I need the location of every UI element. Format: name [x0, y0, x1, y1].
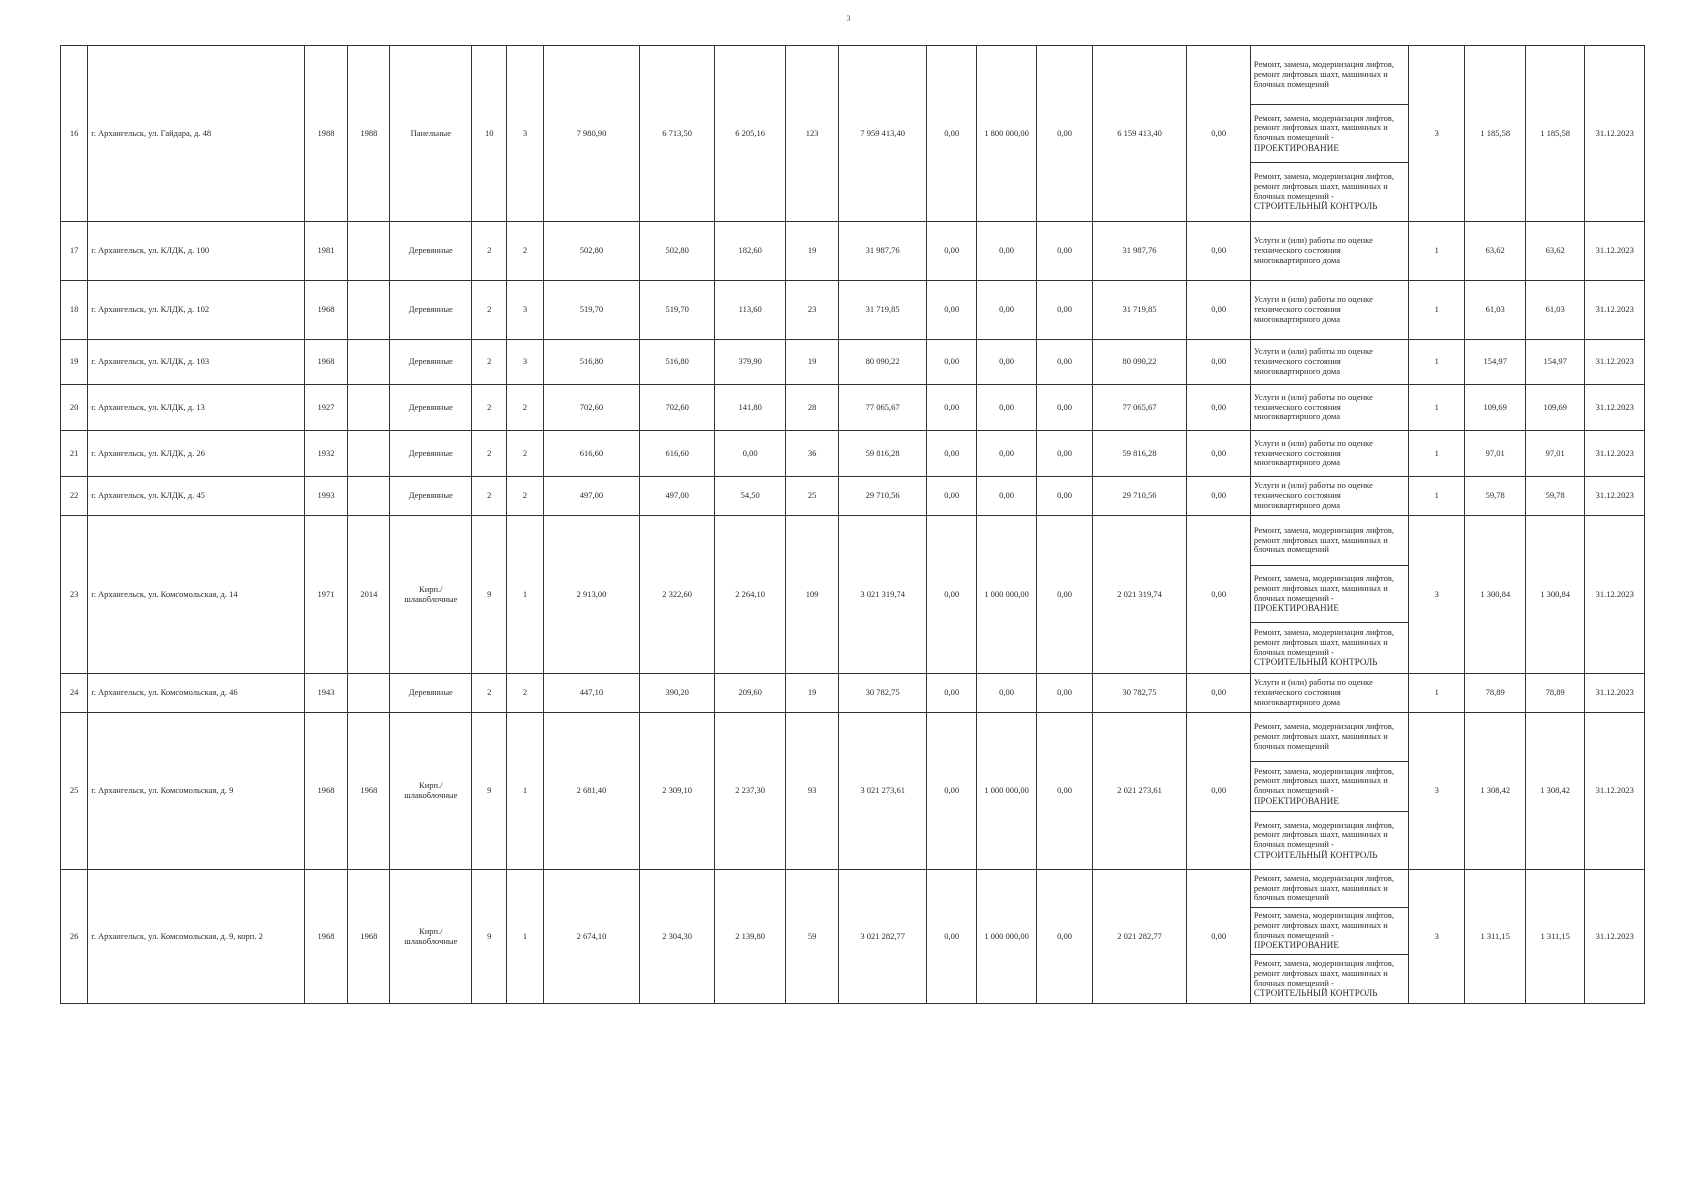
cell-fund-other: 0,00 — [1187, 870, 1250, 1004]
cell-year-repair — [348, 281, 390, 340]
cell-fund-owners: 31 719,85 — [1092, 281, 1187, 340]
cell-cost-total: 7 959 413,40 — [838, 46, 927, 222]
cell-cost-total: 3 021 282,77 — [838, 870, 927, 1004]
cell-max-cost: 1 311,15 — [1525, 870, 1584, 1004]
cell-fund-regional: 0,00 — [976, 477, 1036, 516]
cell-fund-federal: 0,00 — [927, 870, 976, 1004]
cell-area-private: 2 264,10 — [714, 516, 786, 674]
work-description: Ремонт, замена, модернизация лифтов, ремонт лифтовых шахт, машинных и блочных помещений - — [1253, 765, 1395, 796]
cell-fund-other: 0,00 — [1187, 713, 1250, 870]
cell-area-living: 2 309,10 — [640, 713, 715, 870]
cell-residents: 19 — [786, 674, 838, 713]
cell-area-living: 497,00 — [640, 477, 715, 516]
work-description: Ремонт, замена, модернизация лифтов, ремонт лифтовых шахт, машинных и блочных помещений — [1253, 59, 1395, 89]
cell-cost-total: 80 090,22 — [838, 340, 927, 385]
cell-unit: 1 — [1409, 385, 1465, 431]
cell-fund-federal: 0,00 — [927, 385, 976, 431]
cell-material: Деревянные — [390, 431, 472, 477]
cell-material: Деревянные — [390, 385, 472, 431]
cell-fund-other: 0,00 — [1187, 674, 1250, 713]
work-assessment: Услуги и (или) работы по оценке технического состояния многоквартирного дома — [1250, 281, 1408, 340]
cell-n: 18 — [61, 281, 88, 340]
cell-unit: 1 — [1409, 340, 1465, 385]
work-assessment: Услуги и (или) работы по оценке технического состояния многоквартирного дома — [1250, 385, 1408, 431]
cell-fund-owners: 2 021 273,61 — [1092, 713, 1187, 870]
cell-area-living: 390,20 — [640, 674, 715, 713]
cell-address: г. Архангельск, ул. Комсомольская, д. 46 — [88, 674, 305, 713]
cell-residents: 93 — [786, 713, 838, 870]
cell-entrances: 2 — [507, 222, 543, 281]
cell-fund-other: 0,00 — [1187, 385, 1250, 431]
cell-fund-local: 0,00 — [1037, 385, 1092, 431]
cell-material: Кирп./ шлакоблочные — [390, 870, 472, 1004]
cell-fund-other: 0,00 — [1187, 340, 1250, 385]
cell-cost-total: 3 021 319,74 — [838, 516, 927, 674]
cell-year-repair: 1968 — [348, 713, 390, 870]
cell-fund-federal: 0,00 — [927, 477, 976, 516]
cell-cost-total: 3 021 273,61 — [838, 713, 927, 870]
cell-area-total: 516,80 — [543, 340, 640, 385]
work-description: Ремонт, замена, модернизация лифтов, ремонт лифтовых шахт, машинных и блочных помещений - — [1253, 910, 1395, 940]
cell-area-total: 702,60 — [543, 385, 640, 431]
cell-area-total: 447,10 — [543, 674, 640, 713]
cell-floors: 9 — [472, 713, 507, 870]
cell-n: 25 — [61, 713, 88, 870]
cell-deadline: 31.12.2023 — [1585, 870, 1645, 1004]
cell-year-built: 1993 — [304, 477, 347, 516]
work-assessment: Услуги и (или) работы по оценке технического состояния многоквартирного дома — [1250, 674, 1408, 713]
cell-address: г. Архангельск, ул. КЛДК, д. 26 — [88, 431, 305, 477]
table-row — [61, 477, 1645, 516]
work-description: Ремонт, замена, модернизация лифтов, ремонт лифтовых шахт, машинных и блочных помещений - — [1253, 819, 1395, 850]
cell-floors: 2 — [472, 340, 507, 385]
work-stage: СТРОИТЕЛЬНЫЙ КОНТРОЛЬ — [1253, 988, 1378, 999]
table-row — [61, 431, 1645, 477]
cell-deadline: 31.12.2023 — [1585, 516, 1645, 674]
cell-deadline: 31.12.2023 — [1585, 385, 1645, 431]
cell-residents: 19 — [786, 340, 838, 385]
cell-fund-other: 0,00 — [1187, 516, 1250, 674]
cell-area-total: 497,00 — [543, 477, 640, 516]
cell-n: 23 — [61, 516, 88, 674]
work-assessment: Услуги и (или) работы по оценке технического состояния многоквартирного дома — [1250, 340, 1408, 385]
work-elevator-control — [1250, 623, 1408, 674]
cell-residents: 25 — [786, 477, 838, 516]
cell-area-private: 379,90 — [714, 340, 786, 385]
cell-fund-regional: 0,00 — [976, 340, 1036, 385]
cell-unit-cost: 1 185,58 — [1465, 46, 1525, 222]
cell-area-total: 502,80 — [543, 222, 640, 281]
work-description: Ремонт, замена, модернизация лифтов, ремонт лифтовых шахт, машинных и блочных помещений — [1253, 524, 1395, 555]
cell-max-cost: 1 185,58 — [1525, 46, 1584, 222]
cell-address: г. Архангельск, ул. КЛДК, д. 13 — [88, 385, 305, 431]
cell-entrances: 2 — [507, 477, 543, 516]
cell-residents: 123 — [786, 46, 838, 222]
cell-fund-local: 0,00 — [1037, 477, 1092, 516]
cell-max-cost: 154,97 — [1525, 340, 1584, 385]
cell-area-living: 616,60 — [640, 431, 715, 477]
cell-area-private: 209,60 — [714, 674, 786, 713]
cell-cost-total: 31 987,76 — [838, 222, 927, 281]
cell-entrances: 2 — [507, 431, 543, 477]
cell-area-living: 2 304,30 — [640, 870, 715, 1004]
cell-address: г. Архангельск, ул. Гайдара, д. 48 — [88, 46, 305, 222]
cell-year-repair — [348, 385, 390, 431]
cell-entrances: 3 — [507, 281, 543, 340]
cell-max-cost: 59,78 — [1525, 477, 1584, 516]
work-stage: СТРОИТЕЛЬНЫЙ КОНТРОЛЬ — [1253, 657, 1378, 668]
cell-area-private: 54,50 — [714, 477, 786, 516]
cell-deadline: 31.12.2023 — [1585, 340, 1645, 385]
table-row — [61, 385, 1645, 431]
cell-fund-owners: 77 065,67 — [1092, 385, 1187, 431]
cell-n: 17 — [61, 222, 88, 281]
cell-max-cost: 97,01 — [1525, 431, 1584, 477]
cell-area-total: 519,70 — [543, 281, 640, 340]
cell-max-cost: 63,62 — [1525, 222, 1584, 281]
cell-floors: 2 — [472, 281, 507, 340]
cell-unit-cost: 61,03 — [1465, 281, 1525, 340]
work-assessment: Услуги и (или) работы по оценке технического состояния многоквартирного дома — [1250, 431, 1408, 477]
cell-year-repair — [348, 222, 390, 281]
cell-unit: 1 — [1409, 281, 1465, 340]
cell-entrances: 2 — [507, 385, 543, 431]
cell-entrances: 1 — [507, 870, 543, 1004]
cell-unit-cost: 1 308,42 — [1465, 713, 1525, 870]
cell-floors: 10 — [472, 46, 507, 222]
cell-area-private: 2 139,80 — [714, 870, 786, 1004]
cell-n: 16 — [61, 46, 88, 222]
cell-fund-owners: 6 159 413,40 — [1092, 46, 1187, 222]
work-elevator-repair — [1250, 870, 1408, 908]
cell-year-repair — [348, 340, 390, 385]
work-stage: ПРОЕКТИРОВАНИЕ — [1253, 603, 1339, 614]
cell-year-built: 1971 — [304, 516, 347, 674]
table-row — [61, 281, 1645, 340]
cell-n: 19 — [61, 340, 88, 385]
cell-cost-total: 59 816,28 — [838, 431, 927, 477]
cell-deadline: 31.12.2023 — [1585, 477, 1645, 516]
cell-fund-other: 0,00 — [1187, 46, 1250, 222]
cell-material: Деревянные — [390, 222, 472, 281]
cell-fund-local: 0,00 — [1037, 674, 1092, 713]
cell-fund-federal: 0,00 — [927, 222, 976, 281]
cell-deadline: 31.12.2023 — [1585, 431, 1645, 477]
cell-entrances: 3 — [507, 340, 543, 385]
work-description: Ремонт, замена, модернизация лифтов, ремонт лифтовых шахт, машинных и блочных помещений — [1253, 872, 1395, 903]
work-elevator-design — [1250, 566, 1408, 623]
cell-fund-other: 0,00 — [1187, 222, 1250, 281]
cell-area-living: 6 713,50 — [640, 46, 715, 222]
cell-floors: 9 — [472, 516, 507, 674]
cell-unit: 1 — [1409, 674, 1465, 713]
work-stage: СТРОИТЕЛЬНЫЙ КОНТРОЛЬ — [1253, 201, 1378, 212]
cell-n: 24 — [61, 674, 88, 713]
work-description: Ремонт, замена, модернизация лифтов, ремонт лифтовых шахт, машинных и блочных помещений — [1253, 721, 1395, 751]
cell-year-built: 1943 — [304, 674, 347, 713]
cell-area-living: 516,80 — [640, 340, 715, 385]
work-elevator-control — [1250, 163, 1408, 222]
cell-fund-regional: 0,00 — [976, 674, 1036, 713]
cell-area-private: 113,60 — [714, 281, 786, 340]
cell-year-repair: 1988 — [348, 46, 390, 222]
cell-fund-local: 0,00 — [1037, 340, 1092, 385]
cell-deadline: 31.12.2023 — [1585, 713, 1645, 870]
cell-fund-other: 0,00 — [1187, 281, 1250, 340]
cell-fund-local: 0,00 — [1037, 281, 1092, 340]
cell-area-private: 182,60 — [714, 222, 786, 281]
cell-unit-cost: 97,01 — [1465, 431, 1525, 477]
cell-max-cost: 78,89 — [1525, 674, 1584, 713]
cell-unit-cost: 154,97 — [1465, 340, 1525, 385]
cell-cost-total: 30 782,75 — [838, 674, 927, 713]
cell-unit: 3 — [1409, 46, 1465, 222]
cell-max-cost: 1 300,84 — [1525, 516, 1584, 674]
cell-unit: 1 — [1409, 477, 1465, 516]
cell-n: 22 — [61, 477, 88, 516]
cell-cost-total: 77 065,67 — [838, 385, 927, 431]
work-stage: ПРОЕКТИРОВАНИЕ — [1253, 940, 1339, 951]
cell-floors: 2 — [472, 222, 507, 281]
table-row — [61, 222, 1645, 281]
cell-fund-regional: 1 800 000,00 — [976, 46, 1036, 222]
cell-address: г. Архангельск, ул. Комсомольская, д. 9 — [88, 713, 305, 870]
cell-deadline: 31.12.2023 — [1585, 46, 1645, 222]
cell-material: Деревянные — [390, 281, 472, 340]
cell-fund-federal: 0,00 — [927, 281, 976, 340]
work-assessment: Услуги и (или) работы по оценке технического состояния многоквартирного дома — [1250, 477, 1408, 516]
cell-fund-federal: 0,00 — [927, 713, 976, 870]
cell-address: г. Архангельск, ул. КЛДК, д. 45 — [88, 477, 305, 516]
cell-area-living: 2 322,60 — [640, 516, 715, 674]
work-elevator-repair — [1250, 713, 1408, 762]
table-row — [61, 516, 1645, 566]
repair-register-table — [60, 45, 1645, 1004]
table-row — [61, 46, 1645, 105]
cell-unit: 3 — [1409, 870, 1465, 1004]
cell-entrances: 3 — [507, 46, 543, 222]
cell-residents: 23 — [786, 281, 838, 340]
cell-year-repair — [348, 431, 390, 477]
cell-unit-cost: 109,69 — [1465, 385, 1525, 431]
cell-address: г. Архангельск, ул. Комсомольская, д. 9, корп. 2 — [88, 870, 305, 1004]
cell-fund-owners: 59 816,28 — [1092, 431, 1187, 477]
cell-address: г. Архангельск, ул. КЛДК, д. 100 — [88, 222, 305, 281]
work-elevator-design — [1250, 105, 1408, 163]
cell-max-cost: 109,69 — [1525, 385, 1584, 431]
cell-fund-owners: 2 021 282,77 — [1092, 870, 1187, 1004]
cell-fund-owners: 30 782,75 — [1092, 674, 1187, 713]
cell-fund-local: 0,00 — [1037, 713, 1092, 870]
cell-fund-regional: 0,00 — [976, 222, 1036, 281]
cell-fund-owners: 31 987,76 — [1092, 222, 1187, 281]
cell-area-private: 6 205,16 — [714, 46, 786, 222]
cell-fund-owners: 2 021 319,74 — [1092, 516, 1187, 674]
cell-fund-regional: 0,00 — [976, 385, 1036, 431]
table-row — [61, 340, 1645, 385]
work-stage: ПРОЕКТИРОВАНИЕ — [1253, 795, 1339, 806]
cell-entrances: 1 — [507, 713, 543, 870]
cell-year-built: 1927 — [304, 385, 347, 431]
cell-residents: 28 — [786, 385, 838, 431]
cell-unit: 1 — [1409, 431, 1465, 477]
cell-floors: 2 — [472, 674, 507, 713]
cell-material: Деревянные — [390, 477, 472, 516]
cell-area-living: 519,70 — [640, 281, 715, 340]
cell-year-repair: 2014 — [348, 516, 390, 674]
cell-unit-cost: 78,89 — [1465, 674, 1525, 713]
table-row — [61, 674, 1645, 713]
cell-fund-regional: 1 000 000,00 — [976, 516, 1036, 674]
work-description: Ремонт, замена, модернизация лифтов, ремонт лифтовых шахт, машинных и блочных помещений - — [1253, 112, 1395, 143]
work-stage: СТРОИТЕЛЬНЫЙ КОНТРОЛЬ — [1253, 849, 1378, 860]
cell-fund-local: 0,00 — [1037, 431, 1092, 477]
cell-n: 21 — [61, 431, 88, 477]
cell-floors: 2 — [472, 385, 507, 431]
cell-residents: 19 — [786, 222, 838, 281]
cell-area-total: 2 674,10 — [543, 870, 640, 1004]
cell-deadline: 31.12.2023 — [1585, 674, 1645, 713]
table-row — [61, 870, 1645, 908]
cell-year-built: 1981 — [304, 222, 347, 281]
cell-fund-local: 0,00 — [1037, 222, 1092, 281]
cell-unit-cost: 1 311,15 — [1465, 870, 1525, 1004]
table-row — [61, 713, 1645, 762]
cell-area-total: 2 681,40 — [543, 713, 640, 870]
cell-entrances: 2 — [507, 674, 543, 713]
cell-cost-total: 31 719,85 — [838, 281, 927, 340]
cell-fund-local: 0,00 — [1037, 870, 1092, 1004]
work-elevator-control — [1250, 812, 1408, 870]
work-elevator-design — [1250, 762, 1408, 812]
cell-fund-local: 0,00 — [1037, 516, 1092, 674]
cell-unit-cost: 63,62 — [1465, 222, 1525, 281]
cell-floors: 2 — [472, 477, 507, 516]
cell-unit: 1 — [1409, 222, 1465, 281]
work-elevator-repair — [1250, 516, 1408, 566]
cell-address: г. Архангельск, ул. КЛДК, д. 103 — [88, 340, 305, 385]
cell-unit-cost: 1 300,84 — [1465, 516, 1525, 674]
work-description: Ремонт, замена, модернизация лифтов, ремонт лифтовых шахт, машинных и блочных помещений - — [1253, 171, 1395, 201]
cell-address: г. Архангельск, ул. Комсомольская, д. 14 — [88, 516, 305, 674]
cell-fund-regional: 1 000 000,00 — [976, 870, 1036, 1004]
work-description: Ремонт, замена, модернизация лифтов, ремонт лифтовых шахт, машинных и блочных помещений - — [1253, 627, 1395, 657]
cell-fund-regional: 0,00 — [976, 431, 1036, 477]
cell-fund-regional: 0,00 — [976, 281, 1036, 340]
cell-material: Кирп./ шлакоблочные — [390, 516, 472, 674]
cell-area-living: 702,60 — [640, 385, 715, 431]
cell-fund-local: 0,00 — [1037, 46, 1092, 222]
cell-n: 26 — [61, 870, 88, 1004]
cell-year-built: 1968 — [304, 713, 347, 870]
cell-fund-other: 0,00 — [1187, 477, 1250, 516]
cell-fund-federal: 0,00 — [927, 516, 976, 674]
cell-floors: 9 — [472, 870, 507, 1004]
page-number: 3 — [846, 14, 851, 23]
cell-fund-owners: 29 710,56 — [1092, 477, 1187, 516]
cell-area-total: 7 980,90 — [543, 46, 640, 222]
cell-deadline: 31.12.2023 — [1585, 222, 1645, 281]
cell-area-private: 141,80 — [714, 385, 786, 431]
cell-year-built: 1968 — [304, 340, 347, 385]
cell-unit-cost: 59,78 — [1465, 477, 1525, 516]
cell-material: Деревянные — [390, 674, 472, 713]
cell-fund-federal: 0,00 — [927, 46, 976, 222]
cell-fund-owners: 80 090,22 — [1092, 340, 1187, 385]
cell-unit: 3 — [1409, 516, 1465, 674]
cell-area-total: 2 913,00 — [543, 516, 640, 674]
cell-fund-federal: 0,00 — [927, 431, 976, 477]
cell-entrances: 1 — [507, 516, 543, 674]
work-elevator-control — [1250, 955, 1408, 1004]
cell-max-cost: 61,03 — [1525, 281, 1584, 340]
cell-residents: 59 — [786, 870, 838, 1004]
cell-floors: 2 — [472, 431, 507, 477]
cell-area-private: 2 237,30 — [714, 713, 786, 870]
cell-year-repair: 1968 — [348, 870, 390, 1004]
cell-fund-federal: 0,00 — [927, 340, 976, 385]
cell-residents: 36 — [786, 431, 838, 477]
cell-year-built: 1932 — [304, 431, 347, 477]
cell-unit: 3 — [1409, 713, 1465, 870]
cell-fund-federal: 0,00 — [927, 674, 976, 713]
cell-fund-regional: 1 000 000,00 — [976, 713, 1036, 870]
work-description: Ремонт, замена, модернизация лифтов, ремонт лифтовых шахт, машинных и блочных помещений - — [1253, 958, 1395, 988]
work-elevator-design — [1250, 908, 1408, 955]
cell-year-built: 1988 — [304, 46, 347, 222]
cell-area-total: 616,60 — [543, 431, 640, 477]
cell-material: Панельные — [390, 46, 472, 222]
cell-address: г. Архангельск, ул. КЛДК, д. 102 — [88, 281, 305, 340]
cell-year-repair — [348, 477, 390, 516]
cell-year-repair — [348, 674, 390, 713]
cell-residents: 109 — [786, 516, 838, 674]
cell-material: Кирп./ шлакоблочные — [390, 713, 472, 870]
work-elevator-repair — [1250, 46, 1408, 105]
cell-material: Деревянные — [390, 340, 472, 385]
cell-area-living: 502,80 — [640, 222, 715, 281]
cell-year-built: 1968 — [304, 281, 347, 340]
cell-deadline: 31.12.2023 — [1585, 281, 1645, 340]
work-assessment: Услуги и (или) работы по оценке технического состояния многоквартирного дома — [1250, 222, 1408, 281]
cell-max-cost: 1 308,42 — [1525, 713, 1584, 870]
cell-year-built: 1968 — [304, 870, 347, 1004]
work-stage: ПРОЕКТИРОВАНИЕ — [1253, 142, 1339, 153]
cell-area-private: 0,00 — [714, 431, 786, 477]
cell-cost-total: 29 710,56 — [838, 477, 927, 516]
cell-n: 20 — [61, 385, 88, 431]
work-description: Ремонт, замена, модернизация лифтов, ремонт лифтовых шахт, машинных и блочных помещений - — [1253, 573, 1395, 603]
cell-fund-other: 0,00 — [1187, 431, 1250, 477]
